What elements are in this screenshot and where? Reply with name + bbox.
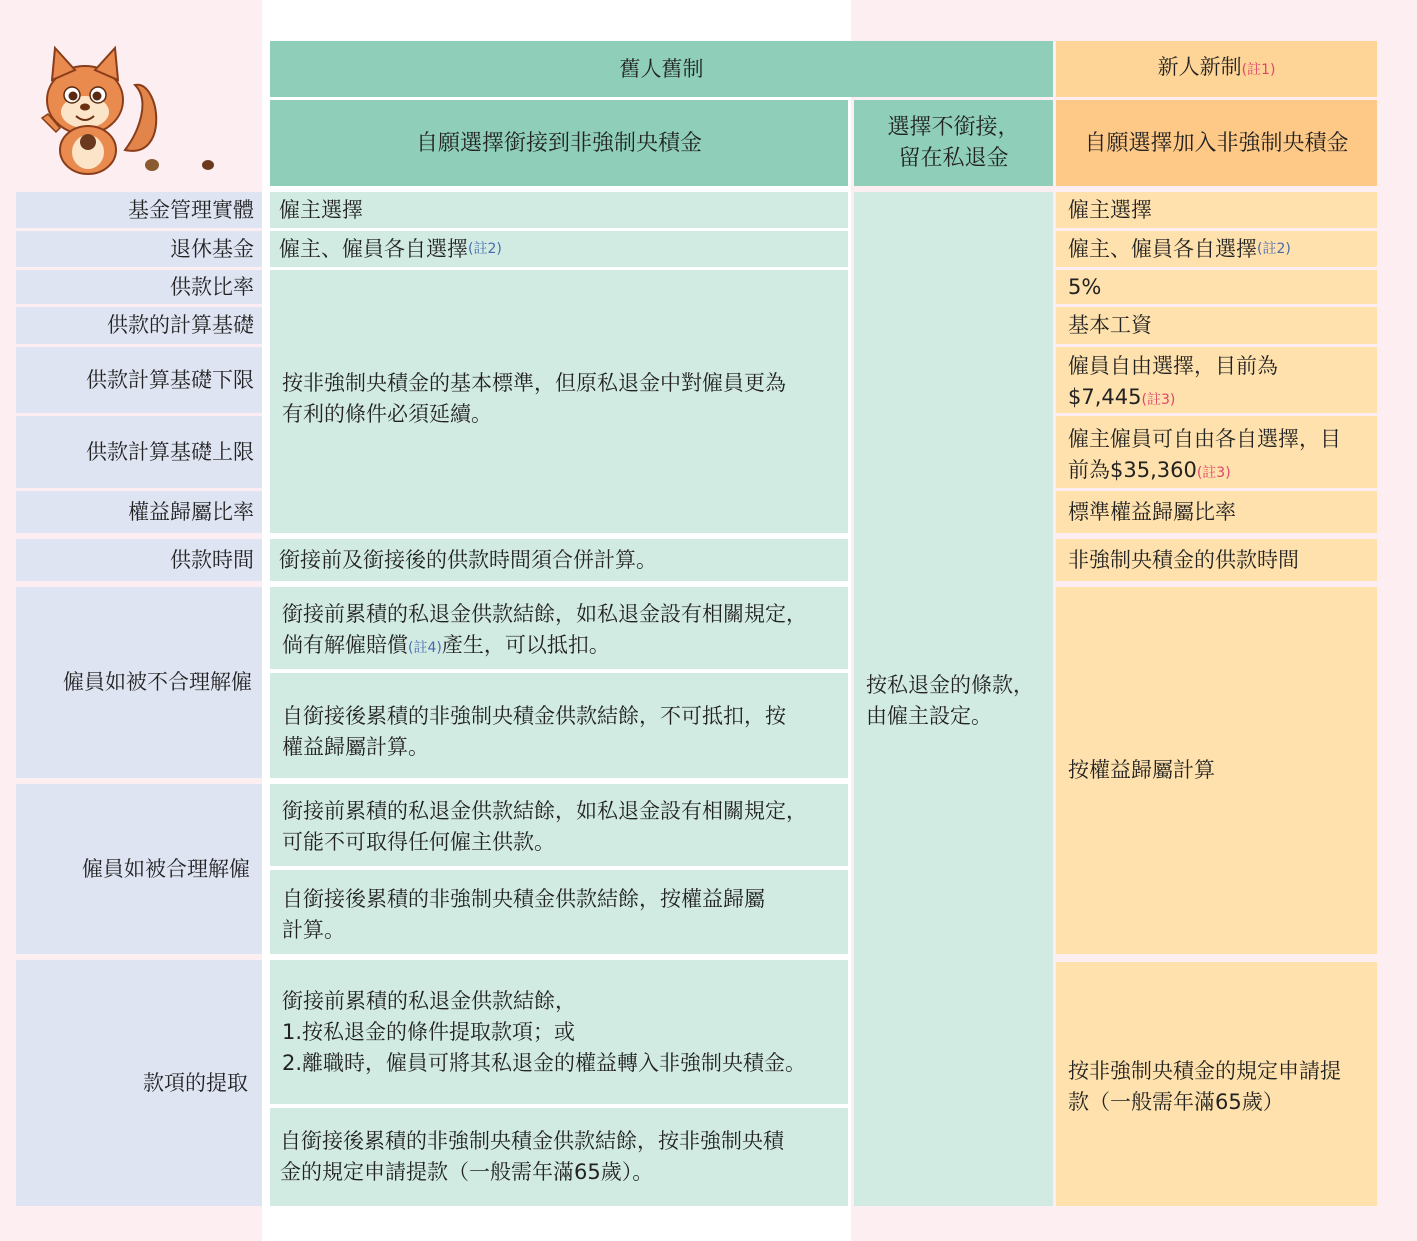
old-unfair-a-line2a: 倘有解僱賠償	[282, 633, 408, 657]
old-fund-manager	[270, 192, 848, 228]
old-withdraw-b	[270, 1108, 848, 1206]
new-lower	[1056, 347, 1377, 413]
label-fair	[16, 784, 262, 954]
new-fund-manager-text: 僱主選擇	[1068, 197, 1152, 222]
header-old-scheme	[270, 41, 1053, 97]
header-opt-stay-line1: 選擇不銜接，	[887, 115, 1020, 140]
new-upper	[1056, 416, 1377, 488]
new-lower-line1: 僱員自由選擇，目前為	[1068, 354, 1278, 378]
old-withdraw-b-line1: 自銜接後累積的非強制央積金供款結餘，按非強制央積	[280, 1129, 784, 1153]
label-upper-text: 供款計算基礎上限	[86, 439, 254, 464]
note-2: (註2)	[468, 240, 502, 257]
old-retirement-fund-text: 僱主、僱員各自選擇	[279, 236, 468, 261]
label-withdraw-text: 款項的提取	[143, 1070, 248, 1095]
label-retirement-fund	[16, 231, 262, 267]
new-retirement-fund-text: 僱主、僱員各自選擇	[1068, 236, 1257, 261]
header-opt-join-text: 自願選擇銜接到非強制央積金	[415, 130, 702, 156]
old-withdraw-a	[270, 960, 848, 1104]
old-unfair-a-line1: 銜接前累積的私退金供款結餘，如私退金設有相關規定，	[282, 602, 807, 626]
label-vesting-text: 權益歸屬比率	[128, 499, 254, 524]
squirrel-mascot-icon	[30, 40, 230, 180]
old-withdraw-a-line3: 2.離職時，僱員可將其私退金的權益轉入非強制央積金。	[282, 1051, 807, 1075]
old-withdraw-a-line2: 1.按私退金的條件提取款項；或	[282, 1020, 576, 1044]
header-opt-new	[1056, 100, 1377, 186]
header-opt-new-text: 自願選擇加入非強制央積金	[1084, 130, 1349, 156]
old-fair-a-line2: 可能不可取得任何僱主供款。	[282, 830, 555, 854]
note-3: (註3)	[1141, 392, 1176, 408]
label-fund-manager-text: 基金管理實體	[128, 197, 254, 222]
old-fair-b	[270, 870, 848, 954]
old-merged-standard	[270, 270, 848, 533]
old-fair-b-line2: 計算。	[282, 918, 345, 942]
label-upper	[16, 416, 262, 488]
new-upper-line2: 前為$35,360	[1068, 458, 1197, 482]
old-unfair-a	[270, 587, 848, 669]
new-rate-text: 5%	[1068, 274, 1102, 299]
label-rate-text: 供款比率	[170, 274, 254, 299]
note-1: (註1)	[1241, 62, 1276, 78]
label-unfair	[16, 587, 262, 778]
label-basis-text: 供款的計算基礎	[107, 313, 254, 337]
old-unfair-b-line2: 權益歸屬計算。	[282, 735, 429, 759]
label-lower	[16, 347, 262, 413]
old-withdraw-b-line2: 金的規定申請提款（一般需年滿65歲）。	[280, 1160, 654, 1184]
old-retirement-fund	[270, 231, 848, 267]
note-3-upper: (註3)	[1196, 465, 1231, 481]
label-rate	[16, 270, 262, 304]
old-time-text: 銜接前及銜接後的供款時間須合併計算。	[279, 547, 657, 572]
old-unfair-b	[270, 673, 848, 778]
header-new-scheme	[1056, 41, 1377, 97]
header-old-scheme-text: 舊人舊制	[619, 56, 704, 81]
new-time	[1056, 539, 1377, 581]
label-withdraw	[16, 960, 262, 1206]
new-dismissal-text: 按權益歸屬計算	[1068, 758, 1215, 782]
new-vesting	[1056, 491, 1377, 533]
label-lower-text: 供款計算基礎下限	[86, 367, 254, 392]
new-upper-line1: 僱主僱員可自由各自選擇，目	[1068, 427, 1341, 451]
old-withdraw-a-line1: 銜接前累積的私退金供款結餘，	[282, 989, 576, 1013]
new-fund-manager	[1056, 192, 1377, 228]
stay-all-rows	[854, 192, 1053, 1206]
new-vesting-text: 標準權益歸屬比率	[1068, 499, 1236, 524]
note-2-new: (註2)	[1257, 240, 1291, 257]
old-merged-line1: 按非強制央積金的基本標準，但原私退金中對僱員更為	[282, 371, 786, 395]
stay-all-line2: 由僱主設定。	[866, 704, 992, 728]
old-unfair-b-line1: 自銜接後累積的非強制央積金供款結餘，不可抵扣，按	[282, 704, 786, 728]
old-fair-b-line1: 自銜接後累積的非強制央積金供款結餘，按權益歸屬	[282, 887, 765, 911]
new-basis-text: 基本工資	[1068, 313, 1152, 337]
label-fair-text: 僱員如被合理解僱	[82, 856, 250, 881]
new-withdraw-line2: 款（一般需年滿65歲）	[1068, 1090, 1284, 1114]
old-merged-line2: 有利的條件必須延續。	[282, 402, 492, 426]
new-basis	[1056, 307, 1377, 344]
note-4: (註4)	[408, 640, 442, 656]
new-time-text: 非強制央積金的供款時間	[1068, 547, 1299, 572]
label-unfair-text: 僱員如被不合理解僱	[63, 670, 252, 694]
old-fair-a-line1: 銜接前累積的私退金供款結餘，如私退金設有相關規定，	[282, 799, 807, 823]
new-rate	[1056, 270, 1377, 304]
header-opt-stay	[854, 100, 1053, 186]
old-fund-manager-text: 僱主選擇	[279, 197, 363, 222]
label-time-text: 供款時間	[170, 547, 254, 572]
label-fund-manager	[16, 192, 262, 228]
old-unfair-a-line2b: 產生，可以抵扣。	[441, 633, 610, 657]
header-opt-join	[270, 100, 848, 186]
old-time	[270, 539, 848, 581]
new-withdraw	[1056, 962, 1377, 1206]
label-time	[16, 539, 262, 581]
stay-all-line1: 按私退金的條款，	[866, 673, 1034, 697]
label-vesting	[16, 491, 262, 533]
new-lower-line2: $7,445	[1068, 385, 1142, 409]
new-dismissal	[1056, 587, 1377, 954]
new-retirement-fund	[1056, 231, 1377, 267]
label-basis	[16, 307, 262, 344]
label-retirement-fund-text: 退休基金	[170, 236, 254, 261]
old-fair-a	[270, 784, 848, 866]
new-withdraw-line1: 按非強制央積金的規定申請提	[1068, 1059, 1341, 1083]
header-opt-stay-line2: 留在私退金	[898, 146, 1009, 171]
header-new-scheme-text: 新人新制	[1157, 55, 1242, 79]
